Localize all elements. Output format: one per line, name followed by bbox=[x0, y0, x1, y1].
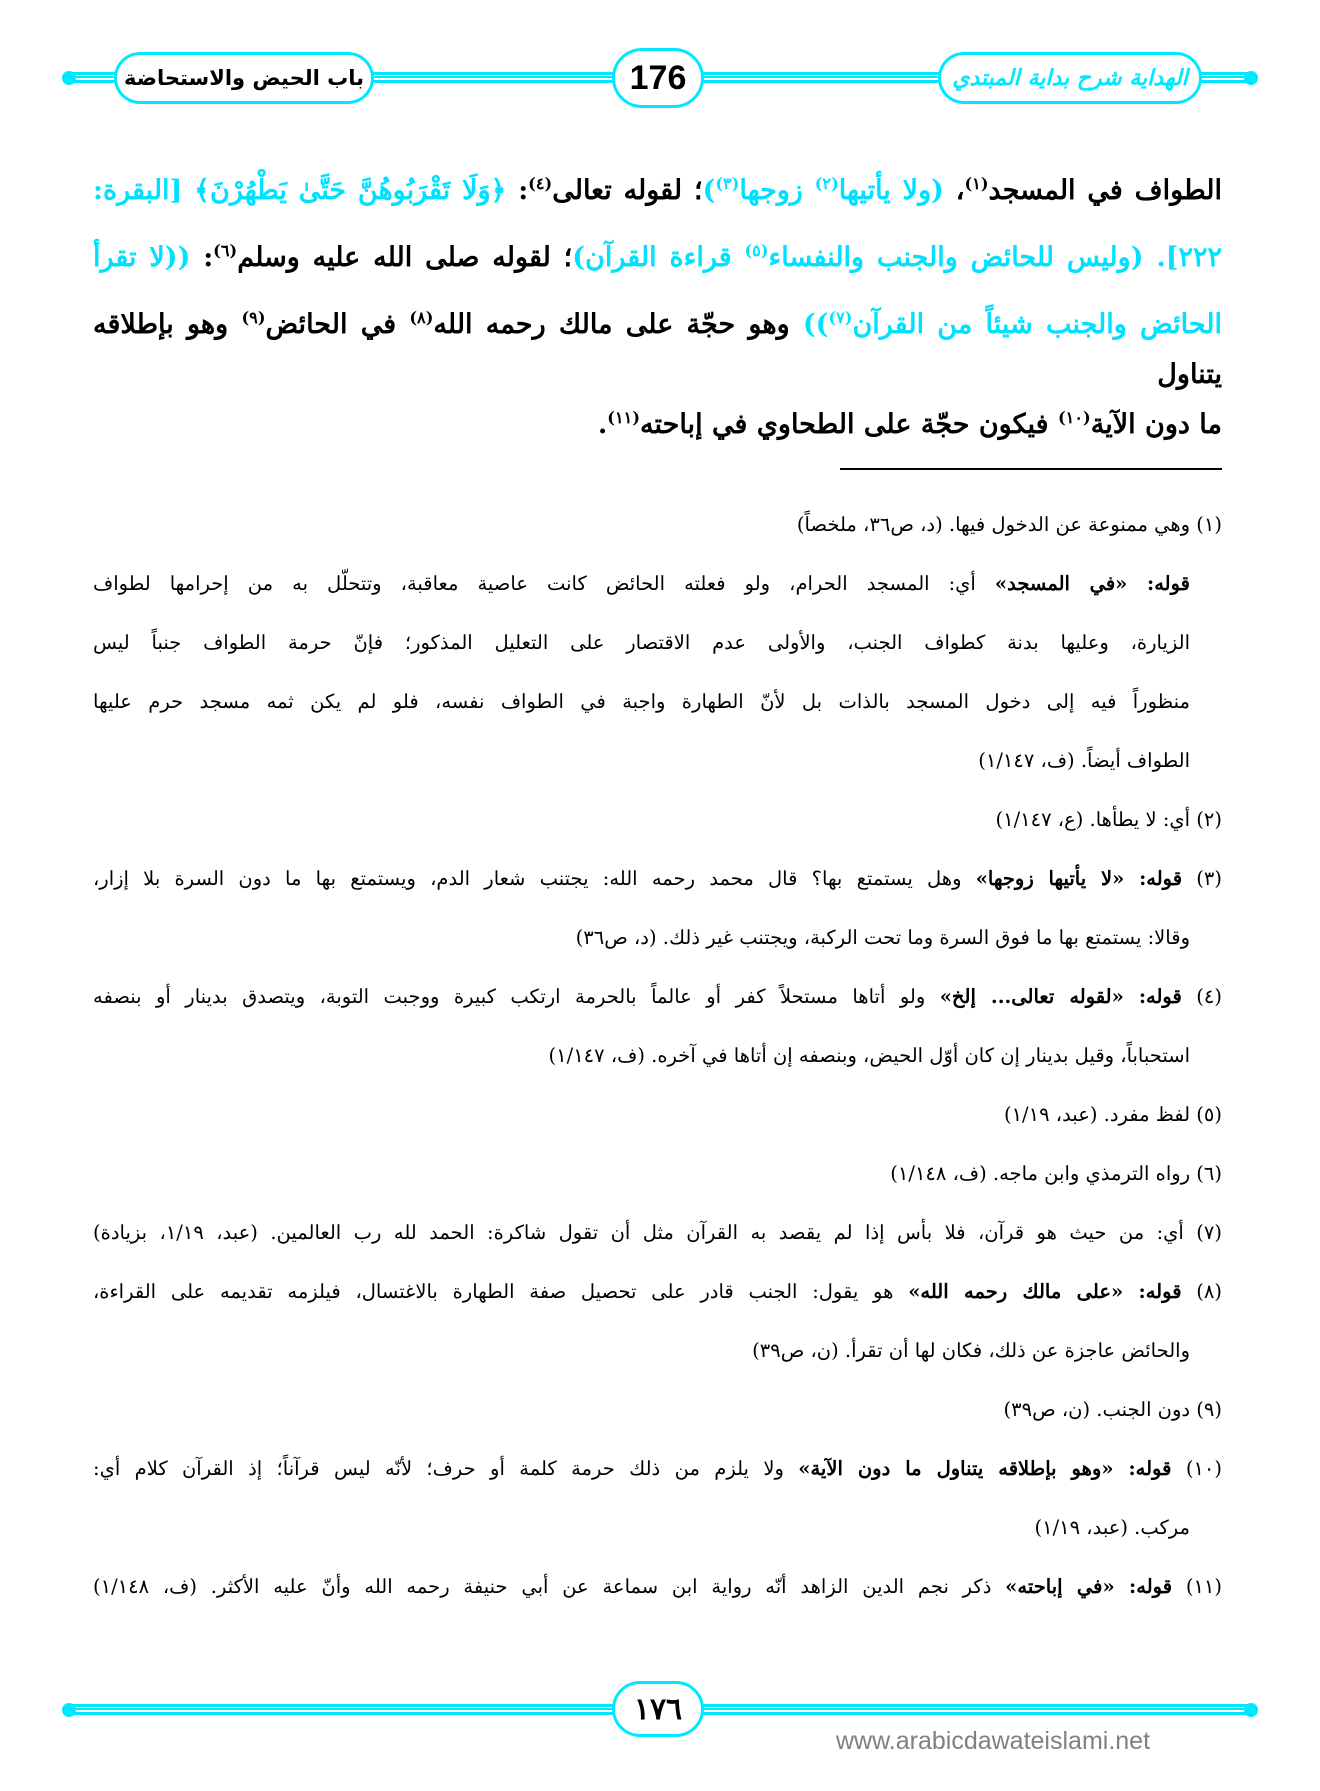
footnote-text: (٣) bbox=[1182, 867, 1222, 890]
book-title: الهداية شرح بداية المبتدي bbox=[952, 65, 1188, 91]
footnote-line bbox=[93, 1390, 1222, 1449]
text-line bbox=[93, 166, 1222, 233]
book-title-pill bbox=[938, 52, 1202, 104]
footnote-ref: (٣) bbox=[715, 174, 740, 193]
footnote-text: (٨) bbox=[1181, 1280, 1222, 1303]
quoted-text: ((لا تقرأ bbox=[93, 242, 191, 273]
quoted-text: ﴿وَلَا تَقْرَبُوهُنَّ حَتَّىٰ يَطْهُرْنَ﴾ [البقرة: bbox=[93, 175, 507, 206]
text-segment: ؛ لقوله تعالى bbox=[552, 175, 703, 206]
ornament-end-right bbox=[1244, 71, 1258, 85]
footnote-text: (٢) أي: لا يطأها. (ع، ١/١٤٧) bbox=[995, 808, 1222, 831]
quoted-text: (ولا يأتيها bbox=[838, 175, 944, 206]
footnote-text: هو يقول: الجنب قادر على تحصيل صفة الطهارة بالاغتسال، فيلزمه تقديمه على القراءة، bbox=[93, 1280, 909, 1303]
footnote-lemma: قوله: «لقوله تعالى... إلخ» bbox=[939, 985, 1182, 1008]
footnote-ref: (١٠) bbox=[1057, 408, 1091, 427]
footnote-ref: (٥) bbox=[744, 241, 769, 260]
footnote-lemma: قوله: «في إباحته» bbox=[1005, 1575, 1173, 1598]
text-segment: الطواف في المسجد bbox=[988, 175, 1223, 206]
footnote-ref: (٤) bbox=[528, 174, 553, 193]
quoted-text: الحائض والجنب شيئاً من القرآن bbox=[852, 309, 1223, 340]
footnote-text: الطواف أيضاً. (ف، ١/١٤٧) bbox=[978, 749, 1190, 772]
chapter-title-pill bbox=[114, 52, 374, 104]
ornament-end-right bbox=[1244, 1703, 1258, 1717]
ornament-line bbox=[72, 1704, 617, 1715]
footnote-text: وقالا: يستمتع بها ما فوق السرة وما تحت الركبة، ويجتنب غير ذلك. (د، ص٣٦) bbox=[575, 926, 1190, 949]
page-number-pill bbox=[612, 48, 704, 108]
footnote-ref: (٧) bbox=[828, 308, 853, 327]
footnote-ref: (١) bbox=[964, 174, 989, 193]
footnote-ref: (٦) bbox=[213, 241, 238, 260]
chapter-title: باب الحيض والاستحاضة bbox=[123, 66, 365, 90]
text-segment: وهو بإطلاقه يتناول bbox=[93, 309, 1222, 390]
footnote-line bbox=[93, 505, 1222, 564]
footer-ornament bbox=[0, 1681, 1320, 1791]
text-segment: : bbox=[506, 175, 529, 206]
text-segment: ما دون الآية bbox=[1090, 409, 1222, 440]
footnote-lemma: قوله: «وهو بإطلاقه يتناول ما دون الآية» bbox=[798, 1457, 1172, 1480]
footnote-lemma: قوله: «على مالك رحمه الله» bbox=[908, 1280, 1182, 1303]
website-url: www.arabicdawateislami.net bbox=[836, 1727, 1151, 1755]
footnote-text: (١) وهي ممنوعة عن الدخول فيها. (د، ص٣٦، ملخصاً) bbox=[796, 513, 1222, 536]
text-line bbox=[93, 400, 1222, 467]
footnote-text: استحباباً، وقيل بدينار إن كان أوّل الحيض، وبنصفه إن أتاها في آخره. (ف، ١/١٤٧) bbox=[548, 1044, 1190, 1067]
text-segment: ، bbox=[943, 175, 965, 206]
footnote-line bbox=[93, 741, 1190, 800]
ornament-line bbox=[1198, 72, 1248, 83]
footnote-line bbox=[93, 564, 1190, 623]
text-segment: ؛ لقوله صلى الله عليه وسلم bbox=[237, 242, 573, 273]
ornament-line bbox=[700, 1704, 1248, 1715]
footnote-text: (١١) bbox=[1172, 1575, 1223, 1598]
footnote-text: (٤) bbox=[1181, 985, 1222, 1008]
footnote-text: ذكر نجم الدين الزاهد أنّه رواية ابن سماعة عن أبي حنيفة رحمه الله وأنّ عليه الأكثر. (ف، ١/١٤٨) bbox=[93, 1575, 1006, 1598]
quoted-text: )) bbox=[789, 309, 829, 340]
text-line bbox=[93, 233, 1222, 300]
text-segment: في الحائض bbox=[265, 309, 410, 340]
footnote-text: (٦) رواه الترمذي وابن ماجه. (ف، ١/١٤٨) bbox=[890, 1162, 1222, 1185]
footnote-ref: (١١) bbox=[607, 408, 641, 427]
footer-page-number: ١٧٦ bbox=[633, 1691, 683, 1727]
footnote-line bbox=[93, 859, 1222, 918]
text-segment: وهو حجّة على مالك رحمه الله bbox=[433, 309, 790, 340]
quoted-text: زوجها bbox=[739, 175, 815, 206]
footnote-line bbox=[93, 1449, 1222, 1508]
footnote-ref: (٨) bbox=[409, 308, 434, 327]
text-segment: : bbox=[190, 242, 214, 273]
footnote-text: مركب. (عبد، ١/١٩) bbox=[1034, 1516, 1190, 1539]
footnote-line bbox=[93, 1154, 1222, 1213]
footnote-line bbox=[93, 623, 1190, 682]
text-line bbox=[93, 300, 1222, 400]
footnote-line bbox=[93, 800, 1222, 859]
footnote-text: (٧) أي: من حيث هو قرآن، فلا بأس إذا لم يقصد به القرآن مثل أن تقول شاكرة: الحمد لله رب العالمين. (عبد، ١/١٩، بزيادة) bbox=[93, 1221, 1222, 1244]
footnotes bbox=[0, 505, 1320, 1626]
ornament-line bbox=[700, 72, 943, 83]
footnote-ref: (٩) bbox=[241, 308, 266, 327]
page-number: 176 bbox=[629, 58, 687, 97]
quoted-text: ٢٢٢]. bbox=[1143, 242, 1223, 273]
footnote-line bbox=[93, 918, 1190, 977]
footnote-text: (٥) لفظ مفرد. (عبد، ١/١٩) bbox=[1003, 1103, 1222, 1126]
footnote-line bbox=[93, 1213, 1222, 1272]
footnote-line bbox=[93, 1508, 1190, 1567]
text-segment: . bbox=[597, 409, 608, 440]
footnote-text: أي: المسجد الحرام، ولو فعلته الحائض كانت عاصية معاقبة، وتتحلّل به من إحرامها لطواف bbox=[93, 572, 995, 595]
footnote-line bbox=[93, 977, 1222, 1036]
footnote-text: وهل يستمتع بها؟ قال محمد رحمه الله: يجتنب شعار الدم، ويستمتع بها ما دون السرة بلا إزار، bbox=[93, 867, 976, 890]
footnote-ref: (٢) bbox=[814, 174, 839, 193]
quoted-text: (وليس للحائض والجنب والنفساء bbox=[768, 242, 1144, 273]
quoted-text: ) bbox=[702, 175, 716, 206]
footnote-text: (١٠) bbox=[1171, 1457, 1223, 1480]
footnote-text: الزيارة، وعليها بدنة كطواف الجنب، والأولى عدم الاقتصار على التعليل المذكور؛ فإنّ حرمة الطواف جنباً ليس bbox=[93, 631, 1190, 654]
footnote-text: (٩) دون الجنب. (ن، ص٣٩) bbox=[1003, 1398, 1222, 1421]
footnote-line bbox=[93, 1272, 1222, 1331]
footnote-line bbox=[93, 1036, 1190, 1095]
footer-page-number-pill bbox=[612, 1681, 704, 1737]
footnote-line bbox=[93, 1331, 1190, 1390]
ornament-line bbox=[72, 72, 120, 83]
ornament-line bbox=[370, 72, 615, 83]
footnote-lemma: قوله: «لا يأتيها زوجها» bbox=[975, 867, 1183, 890]
page-content bbox=[0, 166, 1320, 1791]
footnote-divider bbox=[840, 468, 1222, 470]
footnote-line bbox=[93, 1095, 1222, 1154]
footnote-text: ولو أتاها مستحلاً كفر أو عالماً بالحرمة ارتكب كبيرة ووجبت التوبة، ويتصدق بدينار أو بنصفه bbox=[93, 985, 940, 1008]
footnote-text: والحائض عاجزة عن ذلك، فكان لها أن تقرأ. (ن، ص٣٩) bbox=[752, 1339, 1190, 1362]
footnote-lemma: قوله: «في المسجد» bbox=[994, 572, 1190, 595]
footnote-line bbox=[93, 1567, 1222, 1626]
footnote-line bbox=[93, 682, 1190, 741]
footnote-text: منظوراً فيه إلى دخول المسجد بالذات بل لأنّ الطهارة واجبة في الطواف نفسه، فلو لم يكن ثمه مسجد حرم عليها bbox=[93, 690, 1191, 713]
text-segment: فيكون حجّة على الطحاوي في إباحته bbox=[640, 409, 1058, 440]
footnote-text: ولا يلزم من ذلك حرمة كلمة أو حرف؛ لأنّه ليس قرآناً؛ إذ القرآن كلام أي: bbox=[93, 1457, 799, 1480]
main-text bbox=[0, 166, 1320, 467]
quoted-text: قراءة القرآن) bbox=[572, 242, 745, 273]
